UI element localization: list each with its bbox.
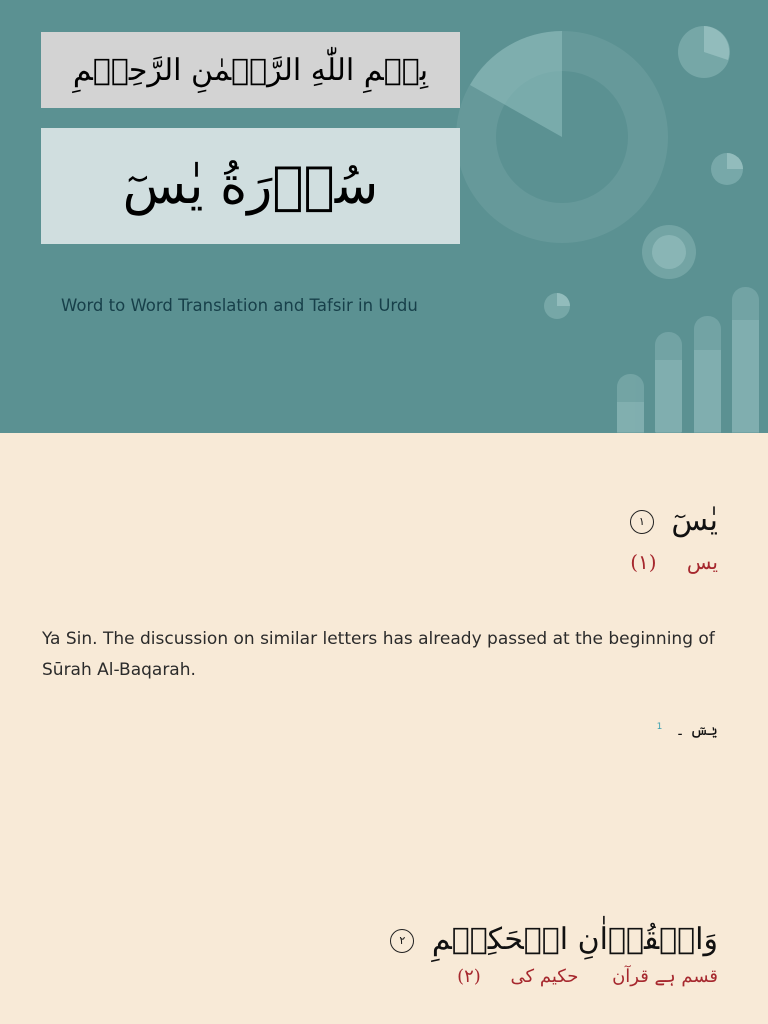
urdu-word: يس (686, 550, 718, 574)
header-banner (0, 0, 768, 433)
urdu-word: حکیم کی (510, 966, 579, 987)
footnote-reference[interactable]: 1 (656, 721, 663, 732)
page-subtitle: Word to Word Translation and Tafsir in Urdu (61, 296, 418, 315)
ayah-number-marker: ٢ (390, 929, 414, 953)
urdu-word: قسم ہے قرآن (612, 966, 718, 987)
ayah-number-marker: ١ (630, 510, 654, 534)
surah-title: سُوۡرَةُ يٰسٓ (122, 156, 379, 216)
bismillah-panel (41, 32, 460, 108)
urdu-verse-number: (۱) (630, 550, 657, 574)
verse-urdu-translation (457, 966, 718, 987)
urdu-verse-number: (۲) (457, 966, 481, 987)
verse-arabic (390, 922, 718, 957)
verse-urdu-translation (630, 550, 718, 574)
tafsir-footnote (657, 720, 718, 739)
verse-arabic-text: يٰسٓ (671, 503, 718, 538)
verse-arabic-text: وَالۡقُرۡاٰنِ الۡحَكِيۡمِ (431, 922, 718, 957)
surah-title-panel (41, 128, 460, 244)
verse-english-translation: Ya Sin. The discussion on similar letters has already passed at the beginning of Sūrah Al-Baqarah. (42, 629, 715, 680)
footnote-text: يٰسٓ ۔ (675, 720, 718, 739)
bismillah-calligraphy: بِسۡمِ اللّٰهِ الرَّحۡمٰنِ الرَّحِيۡمِ (72, 52, 429, 88)
verse-arabic (630, 503, 718, 538)
